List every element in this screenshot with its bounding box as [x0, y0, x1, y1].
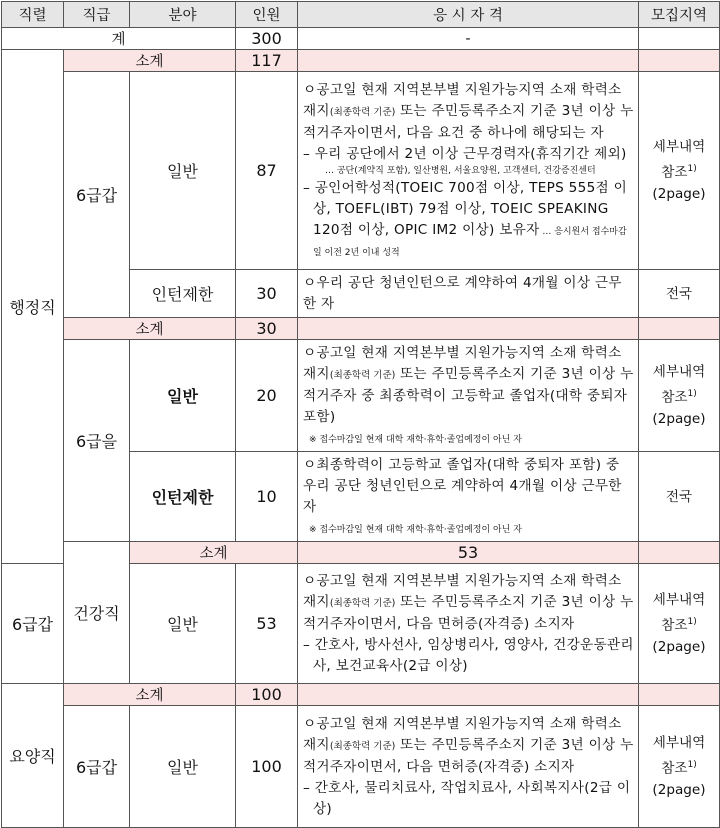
admin-intern-region: 전국: [639, 270, 720, 318]
total-label: 계: [2, 28, 236, 50]
header-position: 직렬: [2, 2, 64, 28]
admin-general-count: 87: [236, 72, 298, 270]
total-qualification: -: [298, 28, 639, 50]
admin-subtotal-a-count: 117: [236, 50, 298, 72]
admin-intern-field: 인턴제한: [130, 270, 236, 318]
admin-intern-b-region: 전국: [639, 452, 720, 542]
admin-grade-b: 6급을: [64, 340, 130, 542]
header-row: [2, 2, 720, 28]
health-grade: 6급갑: [2, 564, 64, 684]
health-field: 일반: [130, 564, 236, 684]
health-region: 세부내역 참조$^{1)}$ (2page): [639, 564, 720, 684]
care-general-row: [2, 706, 720, 828]
care-license-list: – 간호사, 물리치료사, 작업치료사, 사회복지사(2급 이상): [303, 780, 631, 817]
admin-general-row: [2, 72, 720, 270]
admin-intern-b-count: 10: [236, 452, 298, 542]
admin-general-b-qualification: ㅇ공고일 현재 지역본부별 지원가능지역 소재 학력소재지(최종학력 기준) 또는 주민등록주소지 기준 3년 이상 누적거주자 중 최종학력이 고등학교 졸업자(대학 중퇴자 포함) ※ 접수마감일 현재 대학 재학·휴학·졸업예정이 아닌 자: [298, 340, 639, 452]
admin-intern-b-field: 인턴제한: [130, 452, 236, 542]
header-qualification: 응 시 자 격: [298, 2, 639, 28]
subtotal-label: 소계: [64, 318, 236, 340]
total-count: 300: [236, 28, 298, 50]
total-row: [2, 28, 720, 50]
recruitment-table: [1, 1, 720, 828]
header-region: 모집지역: [639, 2, 720, 28]
care-grade: 6급갑: [64, 706, 130, 828]
care-subtotal-row: [2, 684, 720, 706]
admin-intern-qualification: ㅇ우리 공단 청년인턴으로 계약하여 4개월 이상 근무한 자: [298, 270, 639, 318]
care-count: 100: [236, 706, 298, 828]
subtotal-label: 소계: [130, 542, 298, 564]
admin-general-qualification: ㅇ공고일 현재 지역본부별 지원가능지역 소재 학력소재지(최종학력 기준) 또는 주민등록주소지 기준 3년 이상 누적거주자이면서, 다음 요건 중 하나에 해당되는 자 – 우리 공단에서 2년 이상 근무경력자(휴직기간 제외) … 공단(계약직 포함), 일산병원, 서울요양원, 고객센터, 건강증진센터 – 공인어학성적(TOEIC 700점 이상, TEPS 555점 이상, TOEFL(IBT) 79점 이상, TOEIC SPEAKING 120점 이상, OPIC IM2 이상) 보유자 … 응시원서 접수마감일 이전 2년 이내 성적: [298, 72, 639, 270]
health-subtotal-row: [2, 542, 720, 564]
admin-intern-b-qualification: ㅇ최종학력이 고등학교 졸업자(대학 중퇴자 포함) 중 우리 공단 청년인턴으로 계약하여 4개월 이상 근무한 자 ※ 접수마감일 현재 대학 재학·휴학·졸업예정이 아닌 자: [298, 452, 639, 542]
admin-general-b-field: 일반: [130, 340, 236, 452]
care-position: 요양직: [2, 684, 64, 828]
admin-subtotal-a-row: [2, 50, 720, 72]
admin-general-region: 세부내역 참조$^{1)}$ (2page): [639, 72, 720, 270]
care-region: 세부내역 참조$^{1)}$ (2page): [639, 706, 720, 828]
care-subtotal-count: 100: [236, 684, 298, 706]
admin-subtotal-b-count: 30: [236, 318, 298, 340]
health-subtotal-count: 53: [298, 542, 639, 564]
intern-b-note: ※ 접수마감일 현재 대학 재학·휴학·졸업예정이 아닌 자: [309, 525, 523, 535]
career-note: … 공단(계약직 포함), 일산병원, 서울요양원, 고객센터, 건강증진센터: [325, 166, 596, 176]
health-qualification: ㅇ공고일 현재 지역본부별 지원가능지역 소재 학력소재지(최종학력 기준) 또는 주민등록주소지 기준 3년 이상 누적거주자이면서, 다음 면허증(자격증) 소지자 – 간호사, 방사선사, 임상병리사, 영양사, 건강운동관리사, 보건교육사(2급 이상): [298, 564, 639, 684]
total-region: [639, 28, 720, 50]
care-field: 일반: [130, 706, 236, 828]
admin-general-b-region: 세부내역 참조$^{1)}$ (2page): [639, 340, 720, 452]
health-position: 건강직: [64, 542, 130, 684]
admin-general-b-count: 20: [236, 340, 298, 452]
header-count: 인원: [236, 2, 298, 28]
admin-subtotal-b-row: [2, 318, 720, 340]
health-license-list: – 간호사, 방사선사, 임상병리사, 영양사, 건강운동관리사, 보건교육사(2급 이상): [303, 637, 634, 674]
language-requirement: – 공인어학성적(TOEIC 700점 이상, TEPS 555점 이상, TOEFL(IBT) 79점 이상, TOEIC SPEAKING 120점 이상, OPIC IM2 이상) 보유자 … 응시원서 접수마감일 이전 2년 이내 성적: [303, 180, 627, 258]
subtotal-label: 소계: [64, 684, 236, 706]
admin-general-b-row: [2, 340, 720, 452]
health-count: 53: [236, 564, 298, 684]
subtotal-label: 소계: [64, 50, 236, 72]
admin-intern-count: 30: [236, 270, 298, 318]
admin-position: 행정직: [2, 50, 64, 564]
care-qualification: ㅇ공고일 현재 지역본부별 지원가능지역 소재 학력소재지(최종학력 기준) 또는 주민등록주소지 기준 3년 이상 누적거주자이면서, 다음 면허증(자격증) 소지자 – 간호사, 물리치료사, 작업치료사, 사회복지사(2급 이상): [298, 706, 639, 828]
admin-grade-a: 6급갑: [64, 72, 130, 318]
header-field: 분야: [130, 2, 236, 28]
general-b-note: ※ 접수마감일 현재 대학 재학·휴학·졸업예정이 아닌 자: [309, 435, 523, 445]
career-requirement: – 우리 공단에서 2년 이상 근무경력자(휴직기간 제외): [303, 146, 627, 162]
admin-general-field: 일반: [130, 72, 236, 270]
header-grade: 직급: [64, 2, 130, 28]
